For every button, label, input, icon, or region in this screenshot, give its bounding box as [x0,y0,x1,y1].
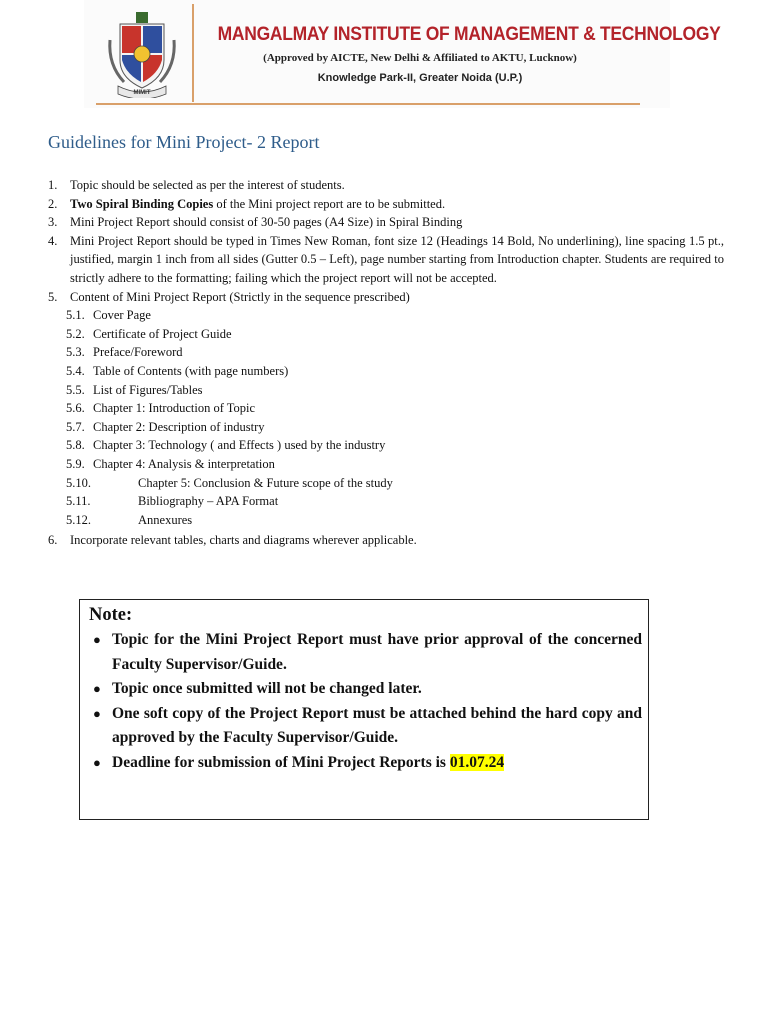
sub-item-number: 5.7. [66,419,85,434]
sub-item-number: 5.10. [66,475,91,490]
sub-item-number: 5.9. [66,456,85,471]
sub-item-number: 5.2. [66,326,85,341]
sub-list-item [48,455,724,474]
institute-name: MANGALMAY INSTITUTE OF MANAGEMENT & TECHNOLOGY [217,24,721,45]
note-point [92,628,642,677]
guidelines-list [48,176,724,550]
sub-list-item [48,399,724,418]
logo-text: MIMIT [133,90,151,96]
institute-crest-icon [106,10,178,98]
deadline-text: Deadline for submission of Mini Project Reports is [112,753,450,771]
note-box [79,599,649,820]
sub-item-text: Cover Page [93,308,151,323]
sub-item-number: 5.6. [66,401,85,416]
sub-list-item [48,381,724,400]
deadline-date: 01.07.24 [449,753,505,771]
sub-item-text: Chapter 1: Introduction of Topic [93,401,256,416]
list-item [48,176,724,195]
sub-list-item [48,511,724,530]
note-point-text: Topic for the Mini Project Report must have prior approval of the concerned Faculty Supervisor/Guide. [112,631,642,673]
sub-list-item [48,436,724,455]
header-vertical-divider [192,4,194,102]
item-bold-text: Two Spiral Binding Copies [70,196,214,211]
sub-item-number: 5.4. [66,363,85,378]
list-item [48,195,724,214]
bullet-icon: ● [93,705,101,721]
item-text: Incorporate relevant tables, charts and diagrams wherever applicable. [70,533,417,548]
sub-item-text: Chapter 4: Analysis & interpretation [93,456,275,471]
list-item [48,232,724,288]
item-number: 6. [48,533,58,548]
sub-list-item [48,343,724,362]
sub-list-item [48,325,724,344]
sub-item-number: 5.8. [66,438,85,453]
item-text: Mini Project Report should be typed in Times New Roman, font size 12 (Headings 14 Bold, No underlining), line spacing 1.5 pt., justified, margin 1 inch from all sides (Gutter 0.5 – Left), page number starting from Introduction chapter. Students are required to strictly adhere to the formatting; failing which the project report will not be accepted. [70,233,724,285]
sub-item-text: Table of Contents (with page numbers) [93,363,289,378]
sub-list-item [48,362,724,381]
note-point [92,677,642,702]
header-horizontal-divider [96,103,640,105]
sub-item-text: Annexures [138,512,193,527]
item-text [70,195,724,214]
sub-item-number: 5.3. [66,345,85,360]
note-point [92,751,642,776]
item-number: 1. [48,178,58,192]
note-point-text: Topic once submitted will not be changed later. [112,680,422,697]
list-item [48,531,724,550]
note-list [92,628,642,775]
sub-item-text: List of Figures/Tables [93,382,203,397]
sub-item-text: Preface/Foreword [93,345,183,360]
item-number: 4. [48,233,58,248]
institute-address: Knowledge Park-II, Greater Noida (U.P.) [317,72,523,84]
item-text: Topic should be selected as per the interest of students. [70,178,345,192]
sub-item-text: Chapter 3: Technology ( and Effects ) used by the industry [93,438,386,453]
item-rest-text: of the Mini project report are to be submitted. [213,196,446,211]
item-number: 3. [48,215,58,230]
page-title: Guidelines for Mini Project- 2 Report [48,132,320,152]
sub-list-item [48,474,724,493]
bullet-icon: ● [93,632,101,647]
list-item [48,288,724,307]
item-number: 2. [48,196,58,211]
sub-item-text: Chapter 2: Description of industry [93,419,265,434]
sub-list-item [48,306,724,325]
note-point-text: One soft copy of the Project Report must be attached behind the hard copy and approved by the Faculty Supervisor/Guide. [112,704,642,746]
bullet-icon: ● [93,681,101,696]
sub-item-number: 5.5. [66,382,85,397]
note-title: Note: [89,605,133,625]
sub-item-number: 5.12. [66,512,91,527]
list-item [48,213,724,232]
sub-item-number: 5.11. [66,494,91,509]
item-text: Mini Project Report should consist of 30-50 pages (A4 Size) in Spiral Binding [70,215,463,230]
note-point [92,702,642,751]
sub-item-text: Chapter 5: Conclusion & Future scope of the study [138,475,393,490]
institute-approval: (Approved by AICTE, New Delhi & Affiliated to AKTU, Lucknow) [263,52,577,64]
item-number: 5. [48,289,58,304]
sub-item-number: 5.1. [66,308,85,323]
sub-item-text: Bibliography – APA Format [138,494,279,509]
sub-list-item [48,418,724,437]
sub-item-text: Certificate of Project Guide [93,326,232,341]
bullet-icon: ● [93,754,101,770]
sub-list-item [48,492,724,511]
item-text: Content of Mini Project Report (Strictly in the sequence prescribed) [70,289,410,304]
